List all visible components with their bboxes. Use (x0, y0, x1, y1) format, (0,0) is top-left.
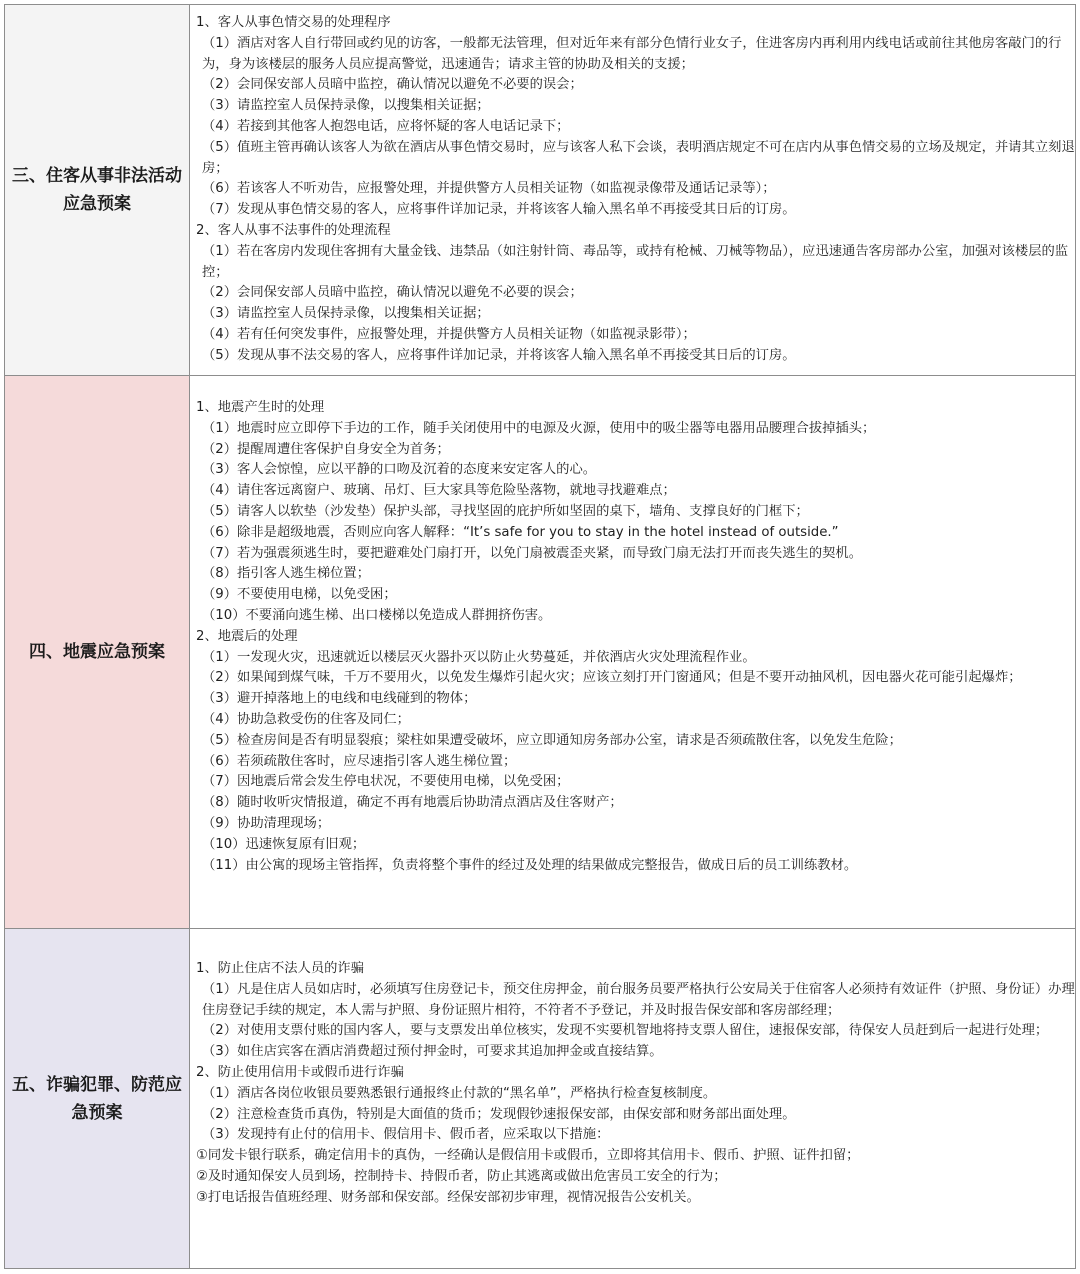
list-item: （4）请住客远离窗户、玻璃、吊灯、巨大家具等危险坠落物，就地寻找避难点； (202, 483, 676, 499)
section-content-cell (190, 929, 1076, 1269)
list-item: （3）请监控室人员保持录像，以搜集相关证据； (202, 306, 490, 322)
list-item: （7）发现从事色情交易的客人，应将事件详加记录，并将该客人输入黑名单不再接受其日后的订房。 (202, 202, 796, 218)
list-item: （10）迅速恢复原有旧观； (202, 836, 366, 852)
section-row-fraud (5, 929, 1076, 1269)
list-item: （1）一发现火灾，迅速就近以楼层灭火器扑灭以防止火势蔓延，并依酒店火灾处理流程作业。 (202, 649, 756, 665)
list-item: （4）若有任何突发事件，应报警处理，并提供警方人员相关证物（如监视录影带）； (202, 326, 696, 342)
list-item: （5）发现从事不法交易的客人，应将事件详加记录，并将该客人输入黑名单不再接受其日后的订房。 (202, 347, 796, 363)
list-item: （6）若该客人不听劝告，应报警处理，并提供警方人员相关证物（如监视录像带及通话记录等）； (202, 181, 776, 197)
list-item: （4）若接到其他客人抱怨电话，应将怀疑的客人电话记录下； (202, 118, 570, 134)
list-item: （2）注意检查货币真伪，特别是大面值的货币；发现假钞速报保安部，由保安部和财务部出面处理。 (202, 1106, 796, 1122)
subsection-heading: 2、防止使用信用卡或假币进行诈骗 (196, 1064, 404, 1080)
list-item: （6）除非是超级地震，否则应向客人解释：“It’s safe for you to stay in the hotel instead of outside.” (202, 524, 839, 540)
list-item: ②及时通知保安人员到场，控制持卡、持假币者，防止其逃离或做出危害员工安全的行为； (196, 1168, 727, 1184)
list-item: （6）若须疏散住客时，应尽速指引客人逃生梯位置； (202, 753, 517, 769)
section-title: 三、住客从事非法活动应急预案 (12, 166, 182, 214)
list-item: （1）酒店对客人自行带回或约见的访客，一般都无法管理，但对近年来有部分色情行业女子，住进客房内再利用内线电话或前往其他房客敲门的行为，身为该楼层的服务人员应提高警觉，迅速通告；请求主管的协助及相关的支援； (202, 35, 1062, 72)
section-row-illegal-activity (5, 5, 1076, 376)
list-item: （8）随时收听灾情报道，确定不再有地震后协助清点酒店及住客财产； (202, 795, 623, 811)
section-title: 五、诈骗犯罪、防范应急预案 (12, 1074, 182, 1123)
list-item: （2）如果闻到煤气味，千万不要用火，以免发生爆炸引起火灾；应该立刻打开门窗通风；但是不要开动抽风机，因电器火花可能引起爆炸； (202, 670, 1022, 686)
list-item: （10）不要涌向逃生梯、出口楼梯以免造成人群拥挤伤害。 (202, 607, 552, 623)
list-item: （5）检查房间是否有明显裂痕；梁柱如果遭受破坏，应立即通知房务部办公室，请求是否须疏散住客，以免发生危险； (202, 732, 902, 748)
list-item: （9）不要使用电梯，以免受困； (202, 587, 397, 603)
subsection-heading: 1、客人从事色情交易的处理程序 (196, 15, 391, 30)
list-item: （11）由公寓的现场主管指挥，负责将整个事件的经过及处理的结果做成完整报告，做成日后的员工训练教材。 (202, 857, 858, 873)
subsection-heading: 2、地震后的处理 (196, 628, 298, 644)
list-item: （1）凡是住店人员如店时，必须填写住房登记卡，预交住房押金，前台服务员要严格执行公安局关于住宿客人必须持有效证件（护照、身份证）办理住房登记手续的规定，本人需与护照、身份证照片相符，不符者不予登记，并及时报告保安部和客房部经理； (202, 981, 1075, 1018)
emergency-plan-table (4, 4, 1076, 1269)
list-item: ③打电话报告值班经理、财务部和保安部。经保安部初步审理，视情况报告公安机关。 (196, 1189, 700, 1205)
list-item: （3）避开掉落地上的电线和电线碰到的物体； (202, 691, 477, 707)
list-item: （3）如住店宾客在酒店消费超过预付押金时，可要求其追加押金或直接结算。 (202, 1044, 663, 1060)
list-item: （7）若为强震须逃生时，要把避难处门扇打开，以免门扇被震歪夹紧，而导致门扇无法打开而丧失逃生的契机。 (202, 545, 863, 561)
section-content-cell (190, 376, 1076, 929)
section-title-cell (5, 376, 190, 929)
list-item: （3）请监控室人员保持录像，以搜集相关证据； (202, 98, 490, 114)
list-item: （4）协助急救受伤的住客及同仁； (202, 711, 410, 727)
list-item: （7）因地震后常会发生停电状况，不要使用电梯，以免受困； (202, 774, 570, 790)
subsection-heading: 1、防止住店不法人员的诈骗 (196, 961, 365, 976)
subsection-heading: 1、地震产生时的处理 (196, 400, 325, 415)
list-item: （3）客人会惊惶，应以平静的口吻及沉着的态度来安定客人的心。 (202, 462, 597, 478)
list-item: （2）对使用支票付账的国内客人，要与支票发出单位核实，发现不实要机智地将持支票人留住，速报保安部，待保安人员赶到后一起进行处理； (202, 1023, 1049, 1039)
list-item: （2）会同保安部人员暗中监控，确认情况以避免不必要的误会； (202, 77, 583, 93)
list-item: （1）地震时应立即停下手边的工作，随手关闭使用中的电源及火源，使用中的吸尘器等电器用品腰理合拔掉插头； (202, 420, 876, 436)
subsection-heading: 2、客人从事不法事件的处理流程 (196, 222, 391, 238)
section-title: 四、地震应急预案 (29, 642, 165, 662)
list-item: （8）指引客人逃生梯位置； (202, 566, 371, 582)
section-title-cell (5, 5, 190, 376)
section-row-earthquake (5, 376, 1076, 929)
list-item: ①同发卡银行联系，确定信用卡的真伪，一经确认是假信用卡或假币，立即将其信用卡、假币、护照、证件扣留； (196, 1148, 860, 1164)
list-item: （9）协助清理现场； (202, 815, 331, 831)
list-item: （5）请客人以软垫（沙发垫）保护头部，寻找坚固的庇护所如坚固的桌下，墙角、支撑良好的门框下； (202, 503, 809, 519)
list-item: （2）提醒周遭住客保护自身安全为首务； (202, 441, 450, 457)
list-item: （1）若在客房内发现住客拥有大量金钱、违禁品（如注射针筒、毒品等，或持有枪械、刀械等物品），应迅速通告客房部办公室，加强对该楼层的监控； (202, 243, 1069, 280)
section-title-cell (5, 929, 190, 1269)
list-item: （1）酒店各岗位收银员要熟悉银行通报终止付款的“黑名单”，严格执行检查复核制度。 (202, 1085, 717, 1101)
list-item: （2）会同保安部人员暗中监控，确认情况以避免不必要的误会； (202, 285, 583, 301)
section-content-cell (190, 5, 1076, 376)
list-item: （3）发现持有止付的信用卡、假信用卡、假币者，应采取以下措施： (202, 1127, 610, 1143)
list-item: （5）值班主管再确认该客人为欲在酒店从事色情交易时，应与该客人私下会谈，表明酒店规定不可在店内从事色情交易的立场及规定，并请其立刻退房； (202, 139, 1075, 176)
